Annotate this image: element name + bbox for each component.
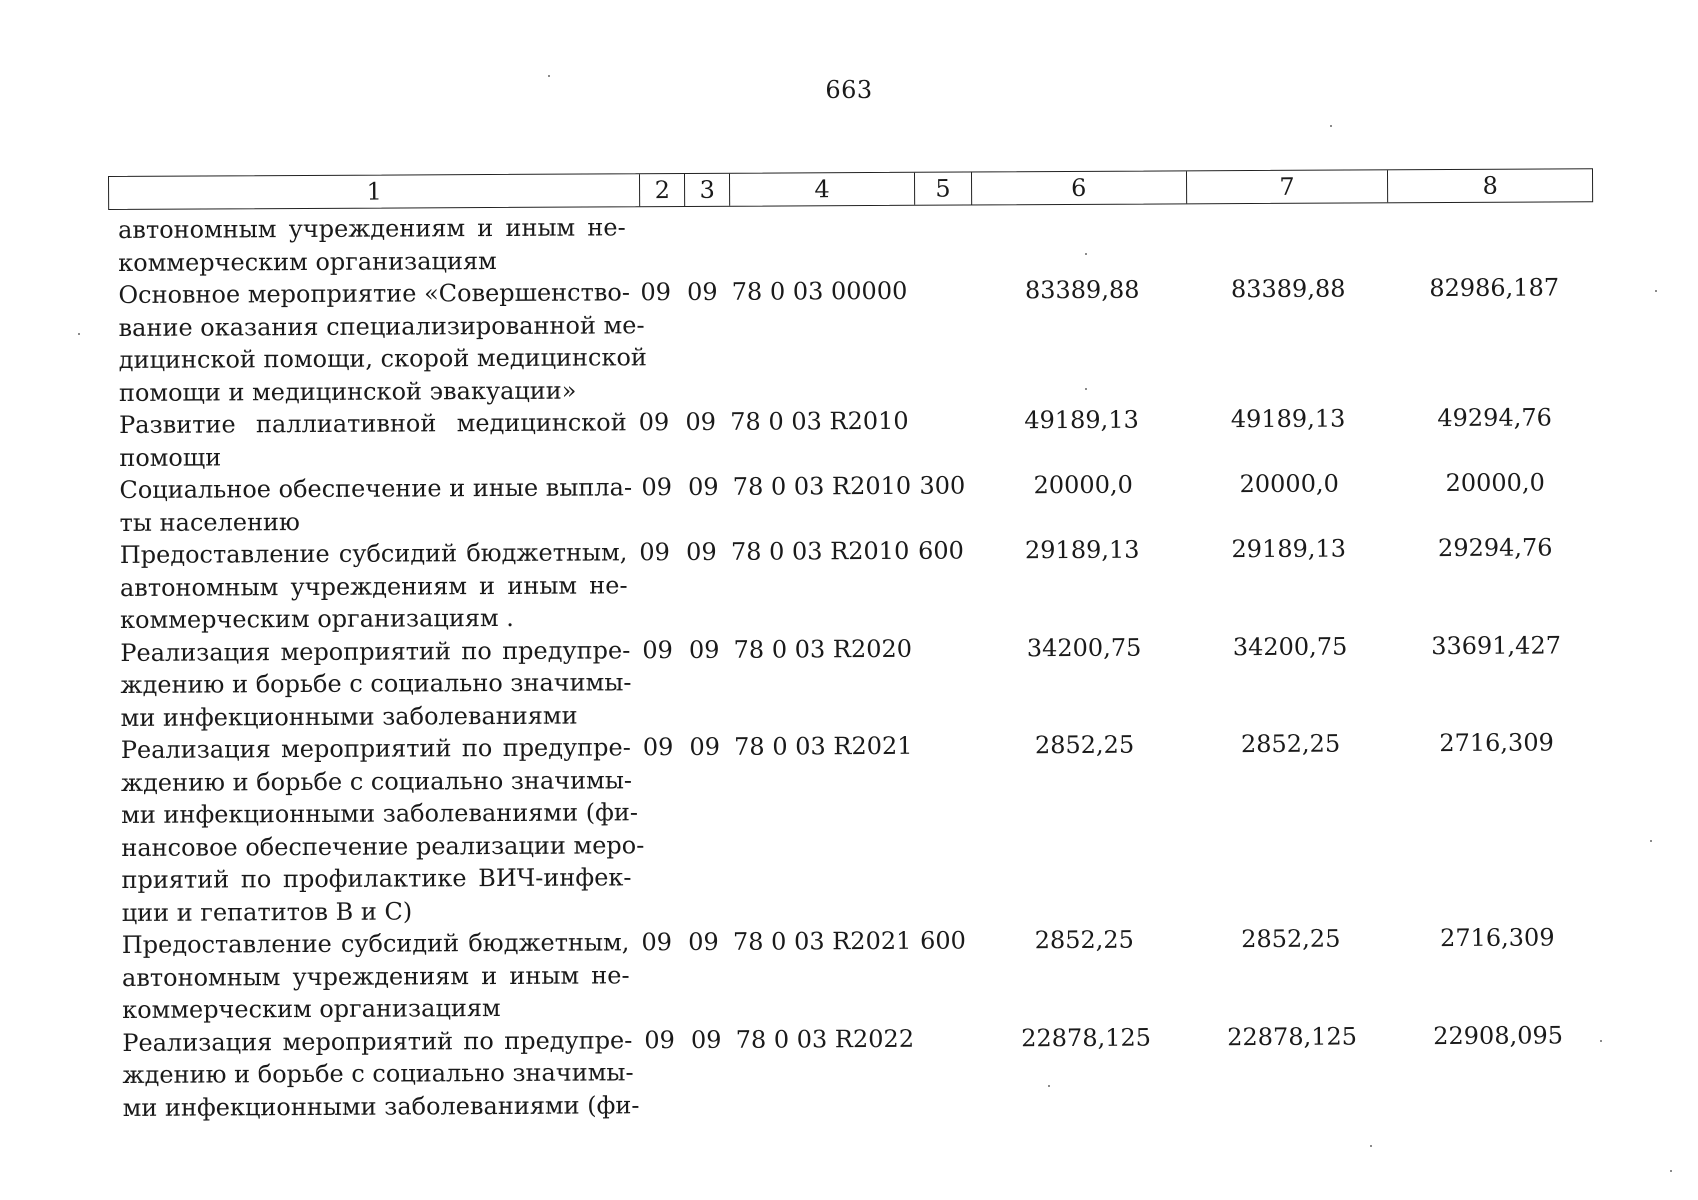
header-col-5: 5	[915, 172, 972, 204]
row-description	[120, 731, 645, 929]
cell-col-7: 29189,13	[1231, 534, 1347, 564]
scan-speck	[1650, 840, 1652, 842]
table-row	[119, 466, 1599, 539]
row-description	[120, 536, 628, 636]
cell-col-7: 2852,25	[1241, 924, 1341, 954]
cell-col-8: 49294,76	[1437, 403, 1552, 433]
cell-col-4: 78 0 03 00000	[731, 276, 908, 306]
cell-col-2: 09	[642, 635, 673, 664]
row-description	[120, 634, 631, 734]
cell-col-4: 78 0 03 R2010	[730, 406, 909, 436]
scan-speck	[1048, 1085, 1050, 1087]
description-line: Реализация мероприятий по предупре-	[122, 1025, 633, 1057]
description-line: автономным учреждениям и иным не-	[118, 213, 626, 244]
cell-col-5: 600	[919, 926, 966, 955]
scan-speck	[1370, 1145, 1372, 1147]
cell-col-6: 34200,75	[1026, 633, 1142, 662]
header-col-4: 4	[730, 173, 915, 206]
cell-col-6	[976, 208, 1185, 209]
page-number: 663	[825, 76, 873, 104]
description-line: коммерческим организациям	[118, 246, 497, 277]
description-line: Социальное обеспечение и иные выпла-	[119, 473, 633, 504]
row-description	[118, 276, 647, 409]
table-row	[121, 726, 1602, 929]
description-line: ции и гепатитов В и С)	[121, 896, 413, 927]
cell-col-7: 2852,25	[1240, 729, 1341, 759]
cell-col-4	[729, 210, 916, 211]
cell-col-6: 22878,125	[1021, 1023, 1152, 1052]
cell-col-2: 09	[640, 278, 672, 307]
cell-col-2: 09	[638, 408, 670, 437]
description-line: приятий по профилактике ВИЧ-инфек-	[121, 863, 632, 894]
cell-col-3: 09	[688, 472, 719, 502]
cell-col-8: 2716,309	[1439, 728, 1554, 758]
table-row	[118, 206, 1598, 279]
description-line: Развитие паллиативной медицинской	[119, 408, 627, 439]
description-line: ждению и борьбе с социально значимы-	[120, 765, 633, 797]
cell-col-2: 09	[641, 473, 673, 502]
cell-col-6: 2852,25	[1034, 925, 1134, 955]
cell-col-8	[1389, 206, 1598, 207]
description-line: вание оказания специализированной ме-	[118, 310, 645, 342]
description-line: Предоставление субсидий бюджетным,	[121, 928, 630, 959]
cell-col-3: 09	[689, 732, 721, 762]
description-line: автономным учреждениям и иным не-	[121, 960, 630, 992]
row-description	[118, 211, 626, 279]
cell-col-3: 09	[688, 635, 720, 664]
header-col-8: 8	[1482, 171, 1498, 200]
scan-speck	[1085, 253, 1087, 255]
row-description	[119, 406, 627, 474]
cell-col-2: 09	[641, 928, 673, 957]
cell-col-8: 2716,309	[1439, 923, 1555, 953]
scan-speck	[548, 75, 550, 77]
header-col-2: 2	[640, 174, 685, 206]
table-row	[118, 271, 1599, 409]
scan-speck	[1600, 1040, 1602, 1042]
cell-col-4: 78 0 03 R2020	[733, 634, 913, 664]
cell-col-2: 09	[642, 733, 674, 762]
description-line: нансовое обеспечение реализации меро-	[121, 830, 645, 862]
cell-col-4: 78 0 03 R2021	[734, 731, 913, 761]
cell-col-3: 09	[686, 537, 717, 567]
description-line: ждению и борьбе с социально значимы-	[122, 1058, 634, 1089]
row-description	[122, 926, 630, 1026]
cell-col-6: 49189,13	[1024, 405, 1139, 435]
description-line: автономным учреждениям и иным не-	[119, 570, 628, 602]
description-line: ми инфекционными заболеваниями (фи-	[121, 798, 639, 829]
description-line: помощи	[119, 442, 222, 472]
table-row	[119, 401, 1599, 474]
cell-col-7: 83389,88	[1230, 274, 1346, 304]
cell-col-8: 22908,095	[1433, 1020, 1564, 1050]
table-row	[122, 921, 1602, 1026]
cell-col-5: 300	[919, 471, 966, 500]
cell-col-6: 20000,0	[1033, 470, 1133, 500]
description-line: ми инфекционными заболеваниями	[120, 701, 578, 732]
scan-speck	[1085, 388, 1087, 390]
cell-col-2: 09	[639, 538, 670, 567]
row-description	[119, 471, 633, 539]
header-col-7: 7	[1187, 170, 1389, 203]
row-description	[122, 1024, 640, 1124]
cell-col-3: 09	[685, 407, 717, 437]
cell-col-8: 29294,76	[1437, 533, 1553, 563]
header-col-3: 3	[685, 174, 730, 206]
description-line: Предоставление субсидий бюджетным,	[119, 538, 628, 569]
cell-col-2: 09	[644, 1025, 675, 1054]
cell-col-3: 09	[688, 927, 719, 957]
cell-col-5: 600	[917, 536, 964, 565]
cell-col-4: 78 0 03 R2021	[732, 926, 912, 956]
description-line: Реализация мероприятий по предупре-	[120, 733, 631, 764]
cell-col-8: 82986,187	[1429, 273, 1560, 303]
description-line: Реализация мероприятий по предупре-	[120, 635, 631, 667]
scan-speck	[1655, 290, 1657, 292]
cell-col-4: 78 0 03 R2010	[732, 471, 912, 501]
cell-col-6: 83389,88	[1024, 275, 1140, 305]
description-line: дицинской помощи, скорой медицинской	[118, 343, 647, 374]
cell-col-4: 78 0 03 R2022	[735, 1024, 915, 1054]
cell-col-6: 29189,13	[1024, 535, 1140, 565]
cell-col-6: 2852,25	[1034, 730, 1135, 760]
description-line: ты населению	[119, 507, 300, 537]
table-row	[122, 1019, 1602, 1124]
table-row	[120, 531, 1600, 636]
description-line: Основное мероприятие «Совершенство-	[118, 278, 631, 309]
cell-col-3: 09	[686, 277, 718, 307]
description-line: ждению и борьбе с социально значимы-	[120, 668, 632, 699]
scan-speck	[1330, 125, 1332, 127]
cell-col-7	[1185, 207, 1389, 208]
cell-col-7: 34200,75	[1232, 632, 1348, 661]
scan-speck	[1670, 1170, 1672, 1172]
table-header	[108, 168, 1593, 210]
cell-col-7: 22878,125	[1227, 1022, 1358, 1051]
cell-col-7: 49189,13	[1230, 404, 1346, 434]
description-line: коммерческим организациям .	[120, 603, 514, 634]
cell-col-3: 09	[690, 1025, 722, 1054]
header-col-6: 6	[972, 171, 1187, 204]
header-col-1: 1	[109, 174, 640, 209]
description-line: ми инфекционными заболеваниями (фи-	[122, 1090, 640, 1122]
scan-speck	[78, 333, 80, 335]
cell-col-7: 20000,0	[1239, 469, 1339, 499]
table-body	[118, 206, 1603, 1124]
cell-col-4: 78 0 03 R2010	[730, 536, 910, 566]
table-row	[120, 629, 1600, 734]
description-line: коммерческим организациям	[122, 994, 501, 1024]
description-line: помощи и медицинской эвакуации»	[118, 376, 577, 407]
cell-col-8: 20000,0	[1445, 468, 1545, 498]
cell-col-8: 33691,427	[1431, 630, 1562, 660]
